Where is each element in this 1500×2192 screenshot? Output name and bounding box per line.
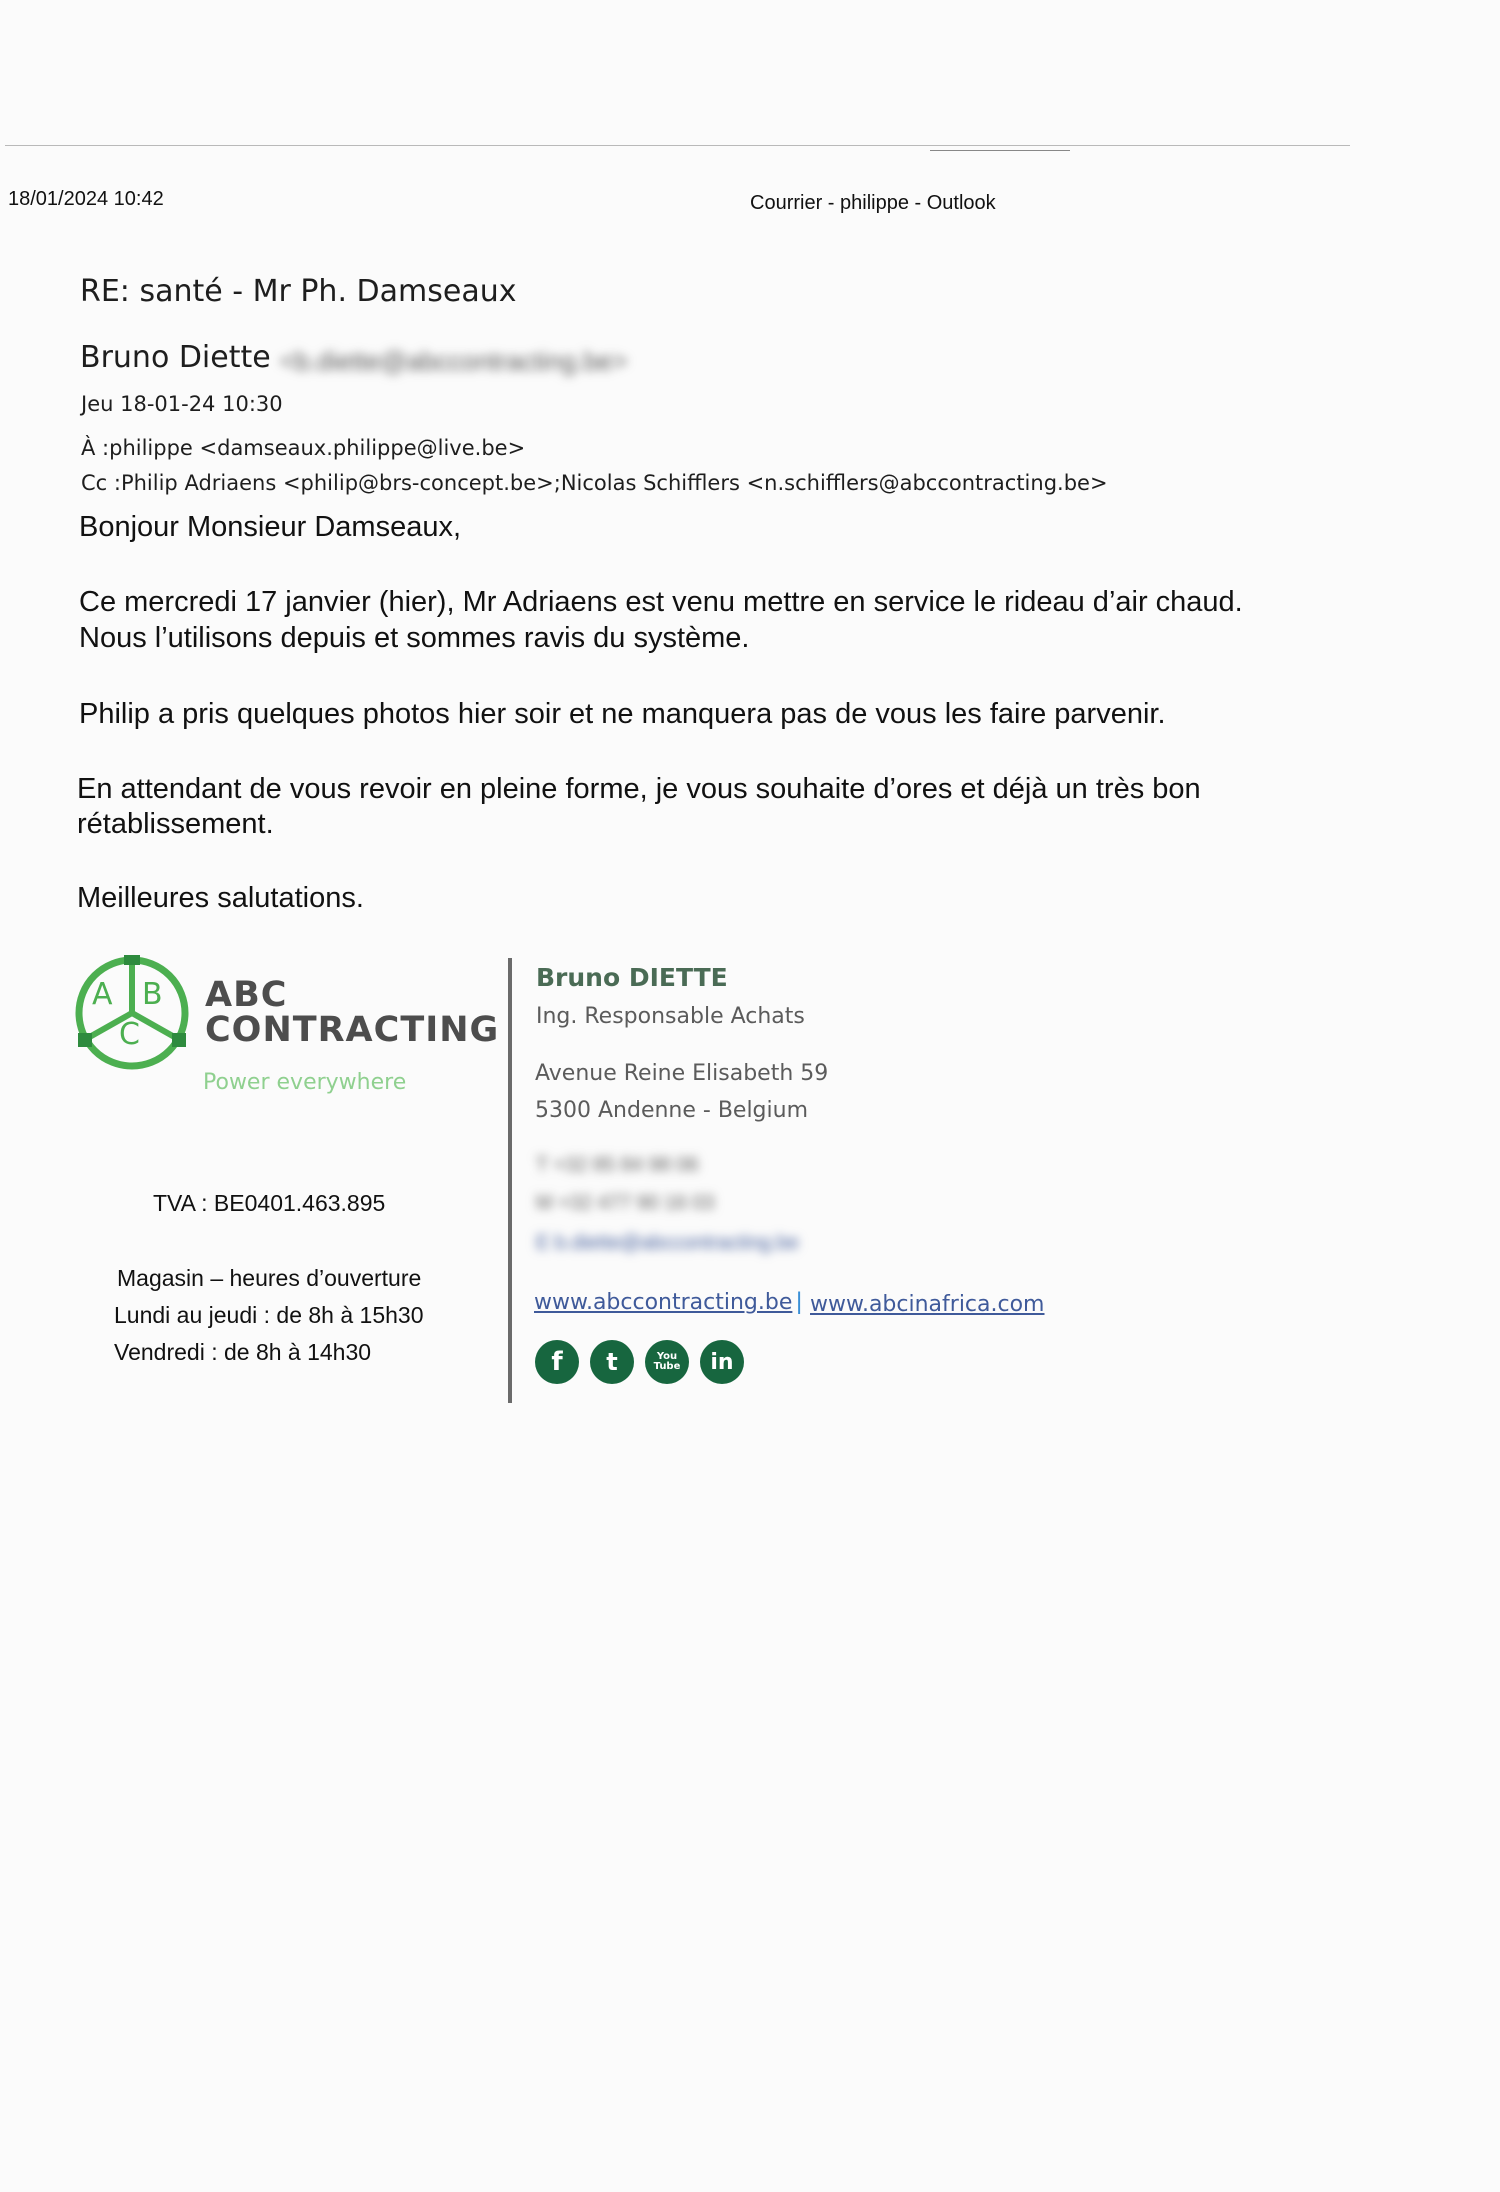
website-link-abcinafrica[interactable]: www.abcinafrica.com — [810, 1292, 1045, 1317]
paragraph-2: Philip a pris quelques photos hier soir et ne manquera pas de vous les faire parvenir. — [79, 698, 1166, 730]
logo-letter-a: A — [92, 977, 113, 1012]
hours-friday: Vendredi : de 8h à 14h30 — [114, 1339, 372, 1365]
logo-letter-b: B — [142, 977, 163, 1012]
email-cc: Cc :Philip Adriaens <philip@brs-concept.be>;Nicolas Schifflers <n.schifflers@abccontracting.be> — [81, 471, 1108, 495]
website-separator: | — [796, 1288, 803, 1315]
sender-name: Bruno Diette — [80, 340, 271, 375]
signature-divider — [508, 958, 512, 1403]
address-line-2: 5300 Andenne - Belgium — [535, 1098, 809, 1123]
logo-letter-c: C — [119, 1017, 140, 1052]
address-line-1: Avenue Reine Elisabeth 59 — [535, 1061, 829, 1086]
print-title: Courrier - philippe - Outlook — [750, 192, 996, 214]
logo-name-line-2: CONTRACTING — [205, 1010, 500, 1050]
hours-weekdays: Lundi au jeudi : de 8h à 15h30 — [114, 1302, 424, 1328]
paragraph-3-line-2: rétablissement. — [77, 808, 274, 840]
closing: Meilleures salutations. — [77, 882, 364, 914]
mobile-redacted: M +32 477 90 16 03 — [536, 1192, 715, 1214]
tva-number: TVA : BE0401.463.895 — [153, 1190, 386, 1216]
email-subject: RE: santé - Mr Ph. Damseaux — [80, 274, 517, 309]
email-to: À :philippe <damseaux.philippe@live.be> — [81, 436, 526, 460]
abc-logo-icon — [74, 955, 190, 1071]
paragraph-1-line-1: Ce mercredi 17 janvier (hier), Mr Adriaens est venu mettre en service le rideau d’air chaud. — [79, 586, 1243, 618]
email-redacted: E b.diette@abccontracting.be — [536, 1232, 799, 1254]
print-timestamp: 18/01/2024 10:42 — [8, 188, 164, 210]
sender-email-redacted: <b.diette@abccontracting.be> — [280, 346, 628, 376]
header-rule-accent — [930, 150, 1070, 151]
header-rule — [5, 145, 1350, 146]
linkedin-icon[interactable]: in — [700, 1340, 744, 1384]
greeting: Bonjour Monsieur Damseaux, — [79, 511, 462, 543]
signature-name: Bruno DIETTE — [536, 963, 728, 992]
signature-role: Ing. Responsable Achats — [536, 1004, 805, 1029]
paragraph-1-line-2: Nous l’utilisons depuis et sommes ravis du système. — [79, 622, 750, 654]
website-link-abccontracting[interactable]: www.abccontracting.be — [534, 1290, 793, 1315]
youtube-icon[interactable]: You Tube — [645, 1340, 689, 1384]
facebook-icon[interactable]: f — [535, 1340, 579, 1384]
paragraph-3-line-1: En attendant de vous revoir en pleine forme, je vous souhaite d’ores et déjà un très bon — [77, 773, 1201, 805]
phone-redacted: T +32 85 84 98 06 — [536, 1154, 699, 1176]
logo-tagline: Power everywhere — [203, 1070, 407, 1095]
email-date: Jeu 18-01-24 10:30 — [81, 392, 283, 416]
twitter-icon[interactable]: t — [590, 1340, 634, 1384]
logo-name-line-1: ABC — [205, 975, 288, 1015]
hours-title: Magasin – heures d’ouverture — [117, 1265, 422, 1291]
